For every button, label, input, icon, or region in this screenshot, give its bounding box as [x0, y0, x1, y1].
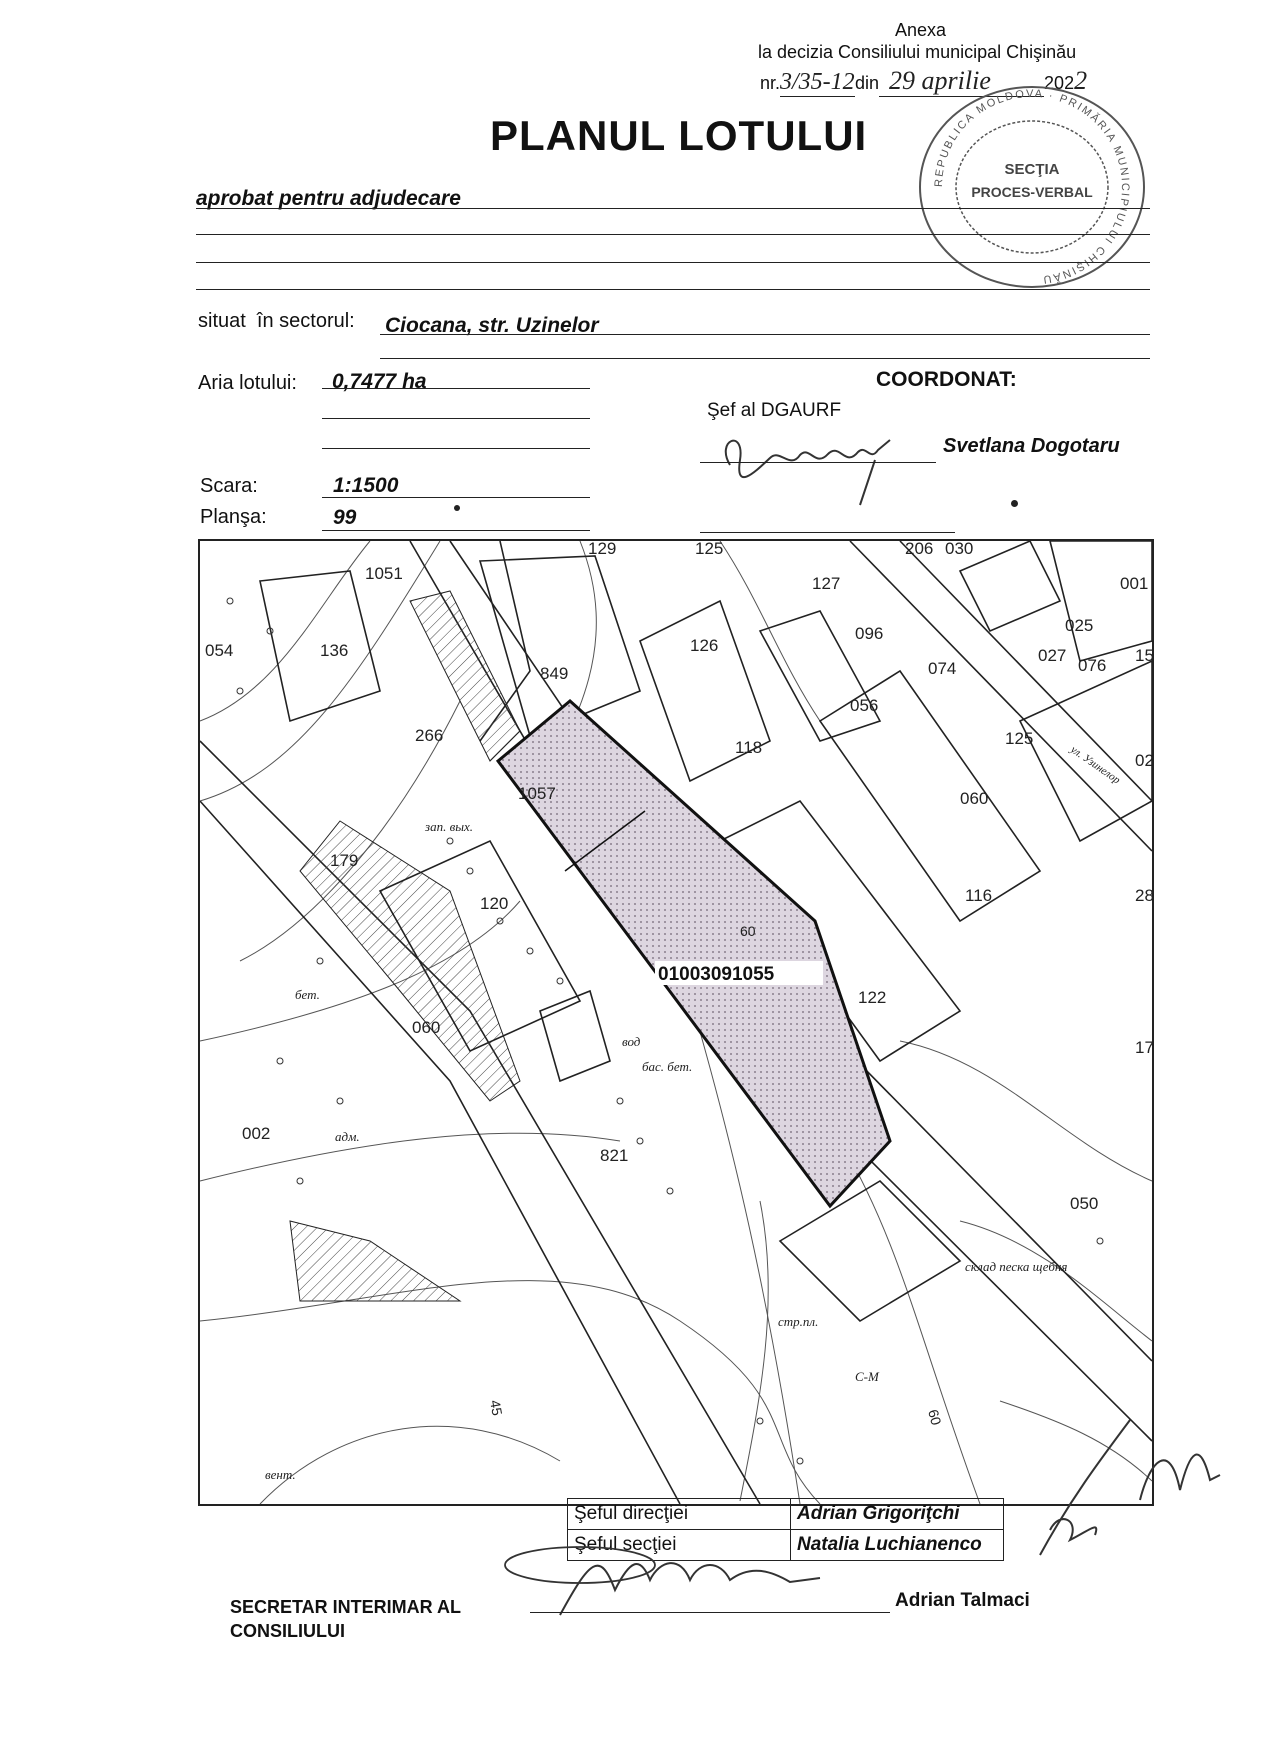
map-annotation-bet: бет. [295, 987, 320, 1002]
map-label-206: 206 [905, 539, 934, 558]
map-label-28: 28 [1135, 886, 1154, 905]
map-street-name: ул. Узинелор [1068, 743, 1123, 787]
map-label-849: 849 [540, 664, 569, 683]
map-label-096: 096 [855, 624, 884, 643]
signature-role: Şeful secţiei [568, 1530, 791, 1561]
coordination-name: Svetlana Dogotaru [943, 435, 1120, 457]
scale-line [322, 497, 590, 498]
sector-line [380, 334, 1150, 335]
stamp-center-line2: PROCES-VERBAL [971, 184, 1093, 200]
sector-value: Ciocana, str. Uzinelor [385, 314, 599, 337]
map-label-027: 027 [1038, 646, 1067, 665]
map-label-125b: 125 [1005, 729, 1034, 748]
purpose-line-3 [196, 262, 1150, 263]
map-label-002: 002 [242, 1124, 271, 1143]
map-annotation-bas: бас. бет. [642, 1059, 693, 1074]
map-label-118: 118 [735, 738, 763, 757]
annex-year-prefix: 202 [1044, 73, 1075, 93]
map-annotation-zap: зап. вых. [425, 819, 474, 834]
map-label-15: 15 [1135, 646, 1154, 665]
map-label-054: 054 [205, 641, 234, 660]
map-label-116: 116 [965, 886, 993, 905]
map-label-02: 02 [1135, 751, 1154, 770]
dot-mark-2 [1011, 500, 1018, 507]
area-line-2 [322, 418, 590, 419]
secretary-sign-line [530, 1612, 890, 1613]
annex-nr-prefix: nr. [760, 73, 781, 93]
coordination-role: Şef al DGAURF [707, 400, 842, 421]
map-label-179: 179 [330, 851, 359, 870]
purpose-text: aprobat pentru adjudecare [196, 187, 461, 210]
contour-lines [200, 541, 1152, 1504]
annex-din-label: din [855, 73, 880, 93]
purpose-line-4 [196, 289, 1150, 290]
map-annotation-warehouse: склад песка щебня [965, 1259, 1068, 1274]
annex-date-value: 29 aprilie [879, 66, 1044, 97]
annex-year-suffix: 2 [1074, 66, 1088, 95]
map-label-056: 056 [850, 696, 879, 715]
purpose-line-1 [196, 208, 1150, 209]
cadastral-map [198, 539, 1154, 1506]
area-line-3 [322, 448, 590, 449]
sheet-label: Planşa: [200, 506, 267, 528]
annex-line2: la decizia Consiliului municipal Chişinău [758, 42, 1077, 62]
slope-hatch-3 [290, 1221, 460, 1301]
map-label-030: 030 [945, 539, 974, 558]
sector-label: situat în sectorul: [198, 310, 355, 332]
purpose-line-2 [196, 234, 1150, 235]
annex-line1: Anexa [895, 20, 947, 40]
map-label-122: 122 [858, 988, 887, 1007]
coordination-sign-line [700, 462, 936, 463]
area-line [322, 388, 590, 389]
coordination-line-2 [700, 532, 955, 533]
roads [200, 541, 1152, 1504]
scale-label: Scara: [200, 475, 258, 497]
map-label-129: 129 [588, 539, 617, 558]
area-label: Aria lotului: [198, 372, 297, 394]
map-label-001: 001 [1120, 574, 1149, 593]
map-annotation-vent: вент. [265, 1467, 296, 1482]
annex-nr-value: 3/35-12 [780, 69, 855, 95]
sheet-line [322, 530, 590, 531]
secretary-signature [520, 1520, 900, 1630]
scale-value: 1:1500 [333, 474, 399, 497]
map-symbols [227, 598, 1103, 1464]
stamp-arc-text: REPUBLICA MOLDOVA · PRIMĂRIA MUNICIPIULUI CHIŞINĂU [932, 87, 1132, 286]
map-label-074: 074 [928, 659, 957, 678]
map-label-126: 126 [690, 636, 719, 655]
map-label-120: 120 [480, 894, 509, 913]
cadastral-number: 01003091055 [658, 964, 775, 985]
dot-mark-1 [454, 505, 460, 511]
map-label-127: 127 [812, 574, 841, 593]
stamp-center-line1: SECŢIA [1004, 161, 1060, 178]
signature-name: Natalia Luchianenco [791, 1530, 1004, 1561]
map-label-1057: 1057 [518, 784, 556, 803]
map-label-136: 136 [320, 641, 349, 660]
secretary-name: Adrian Talmaci [895, 1590, 1030, 1611]
map-label-266: 266 [415, 726, 444, 745]
map-annotation-adm: адм. [335, 1129, 360, 1144]
secretary-title: SECRETAR INTERIMAR AL CONSILIULUI [230, 1597, 461, 1641]
map-annotation-sm: С-М [855, 1369, 879, 1384]
map-label-17: 17 [1135, 1038, 1154, 1057]
map-annotation-strpl: стр.пл. [778, 1314, 819, 1329]
map-label-076: 076 [1078, 656, 1107, 675]
coordination-signature [700, 420, 940, 510]
handwritten-signature-right [1030, 1380, 1230, 1560]
map-label-821: 821 [600, 1146, 629, 1165]
map-label-125: 125 [695, 539, 724, 558]
signature-role: Şeful direcţiei [568, 1499, 791, 1530]
official-stamp [912, 82, 1152, 292]
sheet-value: 99 [333, 506, 357, 529]
map-label-025: 025 [1065, 616, 1094, 635]
map-contour-60: 60 [740, 923, 756, 939]
sector-line-2 [380, 358, 1150, 359]
signature-name: Adrian Grigoriţchi [791, 1499, 1004, 1530]
page-title: PLANUL LOTULUI [490, 112, 868, 159]
map-label-060b: 060 [412, 1018, 441, 1037]
map-label-1051: 1051 [365, 564, 403, 583]
map-annotation-vod: вод [622, 1034, 641, 1049]
cadastral-plot [498, 701, 890, 1206]
area-value: 0,7477 ha [332, 370, 427, 393]
coordination-heading: COORDONAT: [876, 368, 1017, 391]
map-contour-60b: 60 [925, 1407, 945, 1427]
map-contour-45: 45 [487, 1398, 506, 1417]
map-label-060: 060 [960, 789, 989, 808]
map-label-050: 050 [1070, 1194, 1099, 1213]
